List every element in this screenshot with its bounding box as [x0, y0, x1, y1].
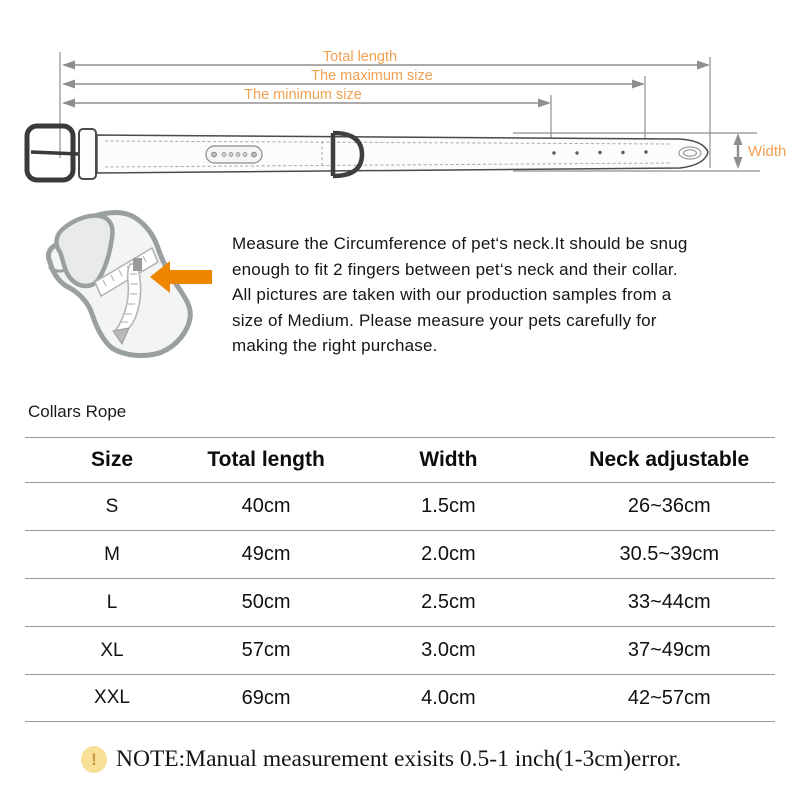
- size-table-header-row: [25, 437, 775, 482]
- size-table: [25, 437, 775, 722]
- cell-size: L: [106, 591, 118, 613]
- cell-neck: 30.5~39cm: [619, 543, 719, 565]
- maximum-size-label: The maximum size: [311, 68, 433, 84]
- cell-width: 1.5cm: [421, 495, 476, 517]
- cell-neck: 42~57cm: [627, 686, 711, 709]
- cell-total-length: 40cm: [241, 495, 291, 517]
- cell-size: XXL: [94, 687, 130, 708]
- total-length-label: Total length: [322, 49, 398, 65]
- measure-instructions-line: All pictures are taken with our production samples from a: [232, 285, 672, 305]
- keeper-loop: [79, 129, 96, 179]
- cell-width: 2.0cm: [421, 543, 476, 565]
- collar-diagram: [0, 0, 800, 205]
- cell-total-length: 50cm: [241, 591, 291, 613]
- column-header-width: Width: [419, 448, 478, 471]
- name-plate: [206, 146, 262, 163]
- cell-width: 2.5cm: [421, 591, 476, 613]
- cell-neck: 37~49cm: [627, 639, 711, 661]
- collar-illustration: [27, 126, 708, 180]
- minimum-size-label: The minimum size: [244, 87, 362, 103]
- column-header-size: Size: [90, 448, 134, 471]
- dog-measure-illustration: [35, 208, 217, 380]
- column-header-total-length: Total length: [207, 448, 325, 471]
- table-row: [25, 626, 775, 674]
- table-row: [25, 578, 775, 626]
- cell-neck: 26~36cm: [627, 495, 711, 517]
- cell-width: 3.0cm: [421, 639, 476, 661]
- cell-total-length: 49cm: [241, 543, 291, 565]
- cell-size: S: [105, 495, 119, 517]
- measure-instructions-line: enough to fit 2 fingers between pet‘s neck and their collar.: [232, 259, 678, 279]
- tape-clasp: [133, 258, 142, 271]
- column-header-neck-adjustable: Neck adjustable: [589, 448, 750, 471]
- note-text: NOTE:Manual measurement exisits 0.5-1 inch(1-3cm)error.: [116, 746, 682, 772]
- size-table-title: Collars Rope: [28, 402, 127, 421]
- cell-total-length: 69cm: [241, 686, 291, 709]
- measurement-note: [81, 746, 681, 773]
- measure-instructions: [232, 231, 777, 359]
- cell-width: 4.0cm: [421, 686, 476, 709]
- width-label: Width: [748, 143, 787, 160]
- measure-instructions-line: Measure the Circumference of pet‘s neck.It should be snug: [232, 234, 688, 253]
- measure-instructions-line: making the right purchase.: [232, 336, 438, 356]
- table-row: [25, 530, 775, 578]
- measure-instructions-line: size of Medium. Please measure your pets carefully for: [232, 310, 657, 330]
- cell-size: XL: [100, 639, 124, 661]
- cell-total-length: 57cm: [241, 639, 291, 661]
- cell-neck: 33~44cm: [627, 591, 711, 613]
- table-row: [25, 482, 775, 530]
- cell-size: M: [104, 543, 120, 565]
- table-row: [25, 674, 775, 722]
- exclamation-icon: !: [81, 746, 107, 773]
